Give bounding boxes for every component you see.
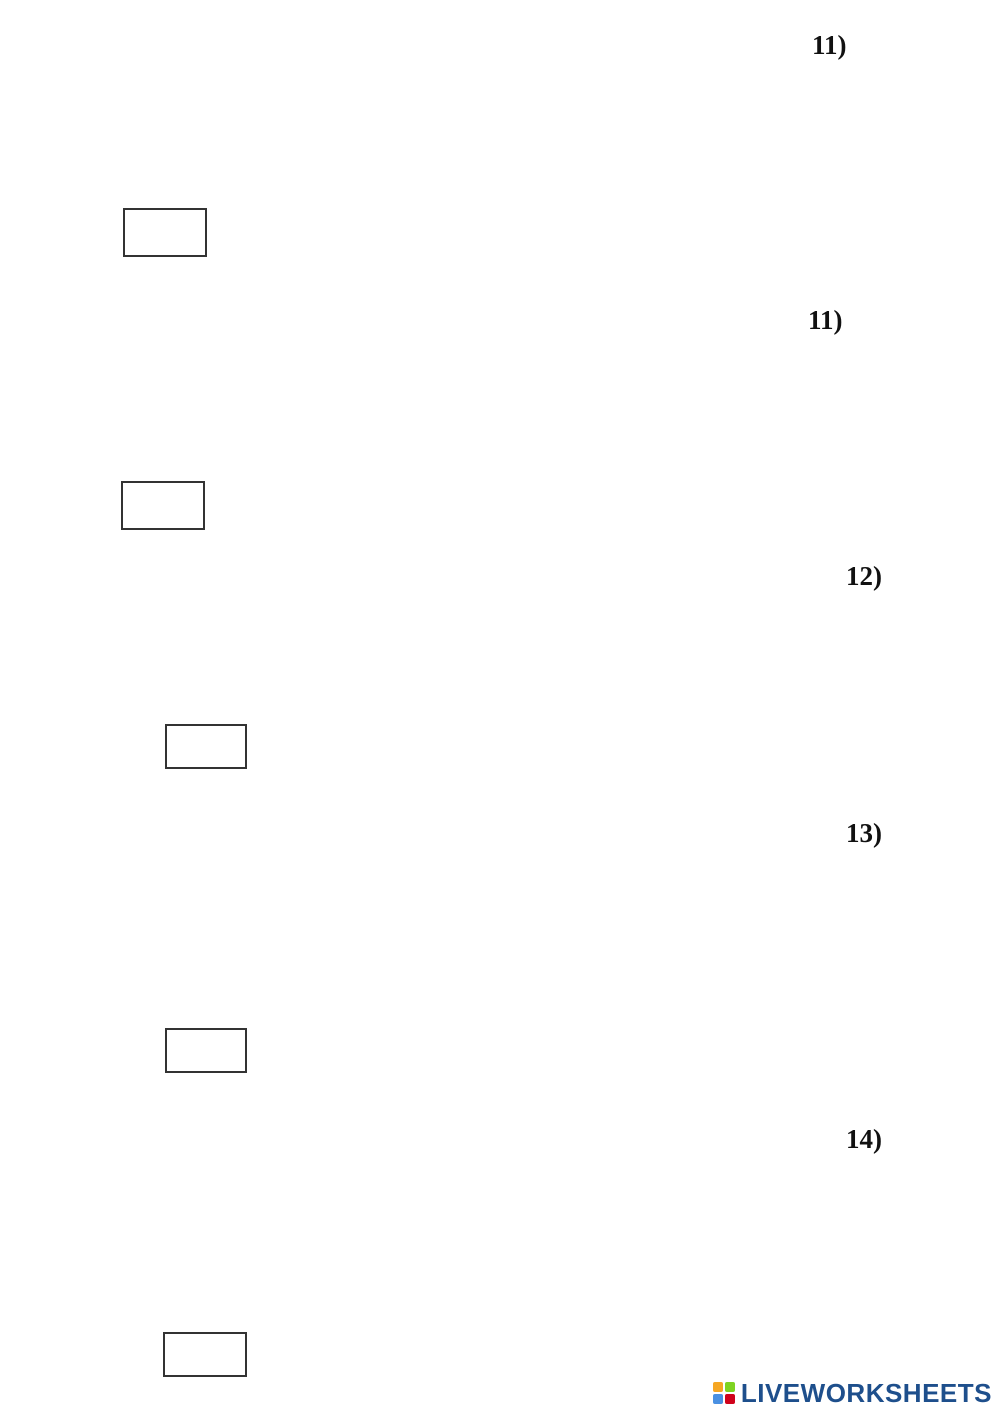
liveworksheets-logo-icon bbox=[713, 1382, 735, 1404]
question-number: 13) bbox=[846, 818, 882, 848]
logo-square bbox=[725, 1394, 735, 1404]
answer-box[interactable] bbox=[165, 724, 247, 769]
logo-text: LIVEWORKSHEETS bbox=[740, 1377, 992, 1408]
logo-square bbox=[713, 1382, 723, 1392]
logo-square bbox=[713, 1394, 723, 1404]
liveworksheets-logo bbox=[713, 1379, 992, 1407]
question-number: 11) bbox=[812, 30, 847, 60]
answer-box[interactable] bbox=[163, 1332, 247, 1377]
question-number: 11) bbox=[808, 305, 843, 335]
question-number: 14) bbox=[846, 1124, 882, 1154]
answer-box[interactable] bbox=[165, 1028, 247, 1073]
question-number: 12) bbox=[846, 561, 882, 591]
answer-box[interactable] bbox=[123, 208, 207, 257]
answer-box[interactable] bbox=[121, 481, 205, 530]
logo-square bbox=[725, 1382, 735, 1392]
